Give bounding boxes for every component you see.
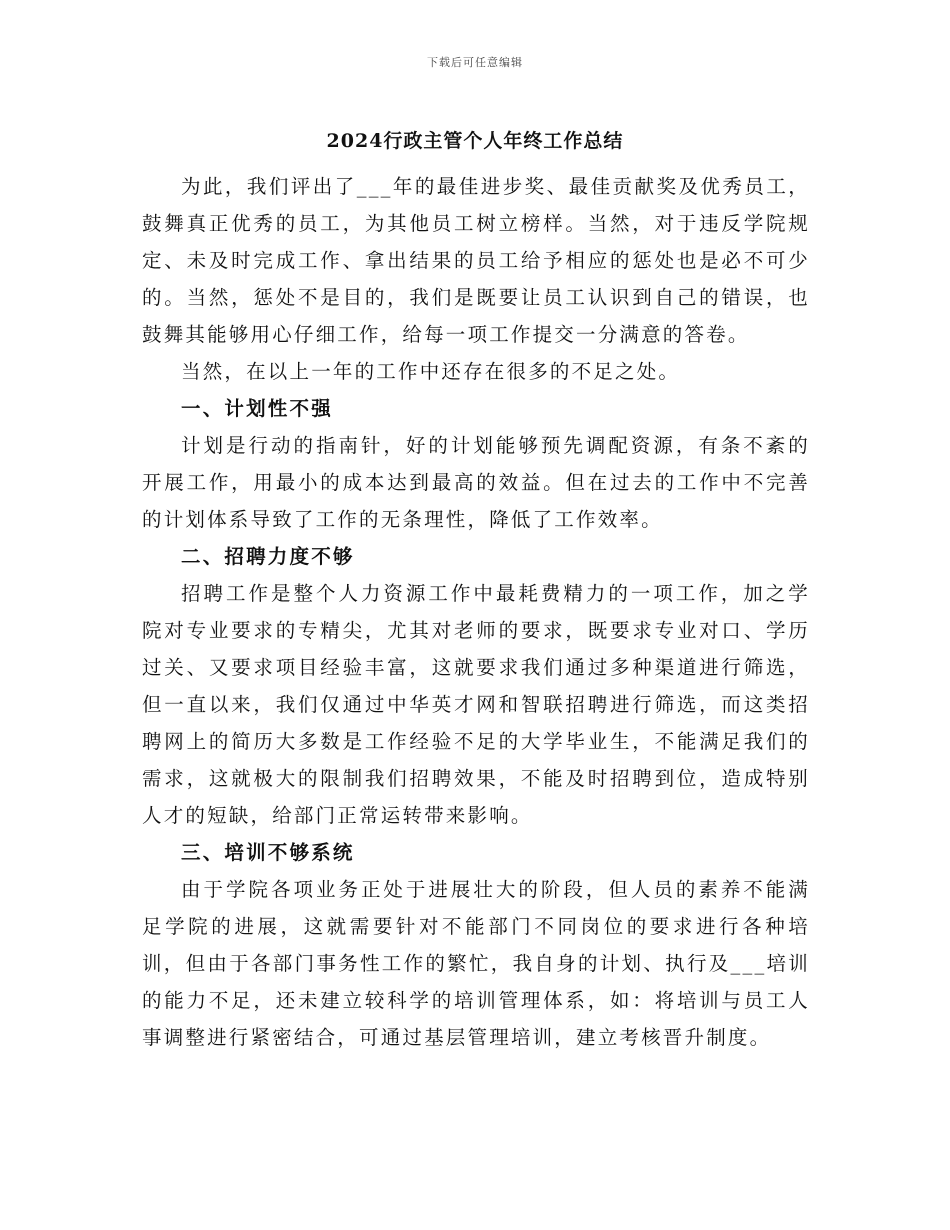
section-heading-planning: 一、计划性不强 bbox=[181, 397, 333, 420]
paragraph-planning: 计划是行动的指南针，好的计划能够预先调配资源，有条不紊的开展工作，用最小的成本达到最高的效益。但在过去的工作中不完善的计划体系导致了工作的无条理性，降低了工作效率。 bbox=[142, 434, 810, 531]
paragraph-recruiting: 招聘工作是整个人力资源工作中最耗费精力的一项工作，加之学院对专业要求的专精尖，尤其对老师的要求，既要求专业对口、学历过关、又要求项目经验丰富，这就要求我们通过多种渠道进行筛选，但一直以来，我们仅通过中华英才网和智联招聘进行筛选，而这类招聘网上的简历大多数是工作经验不足的大学毕业生，不能满足我们的需求，这就极大的限制我们招聘效果，不能及时招聘到位，造成特别人才的短缺，给部门正常运转带来影响。 bbox=[142, 582, 810, 827]
section-heading-recruiting: 二、招聘力度不够 bbox=[181, 545, 355, 568]
document-body bbox=[142, 168, 810, 1056]
paragraph-training: 由于学院各项业务正处于进展壮大的阶段，但人员的素养不能满足学院的进展，这就需要针对不能部门不同岗位的要求进行各种培训，但由于各部门事务性工作的繁忙，我自身的计划、执行及___培训的能力不足，还未建立较科学的培训管理体系，如：将培训与员工人事调整进行紧密结合，可通过基层管理培训，建立考核晋升制度。 bbox=[142, 878, 810, 1049]
paragraph-shortcomings-intro: 当然，在以上一年的工作中还存在很多的不足之处。 bbox=[181, 360, 681, 383]
paragraph-awards: 为此，我们评出了___年的最佳进步奖、最佳贡献奖及优秀员工，鼓舞真正优秀的员工，为其他员工树立榜样。当然，对于违反学院规定、未及时完成工作、拿出结果的员工给予相应的惩处也是必不可少的。当然，惩处不是目的，我们是既要让员工认识到自己的错误，也鼓舞其能够用心仔细工作，给每一项工作提交一分满意的答卷。 bbox=[142, 175, 810, 346]
document-title: 2024行政主管个人年终工作总结 bbox=[326, 130, 624, 152]
header-note: 下载后可任意编辑 bbox=[427, 56, 523, 69]
section-heading-training: 三、培训不够系统 bbox=[181, 841, 355, 864]
